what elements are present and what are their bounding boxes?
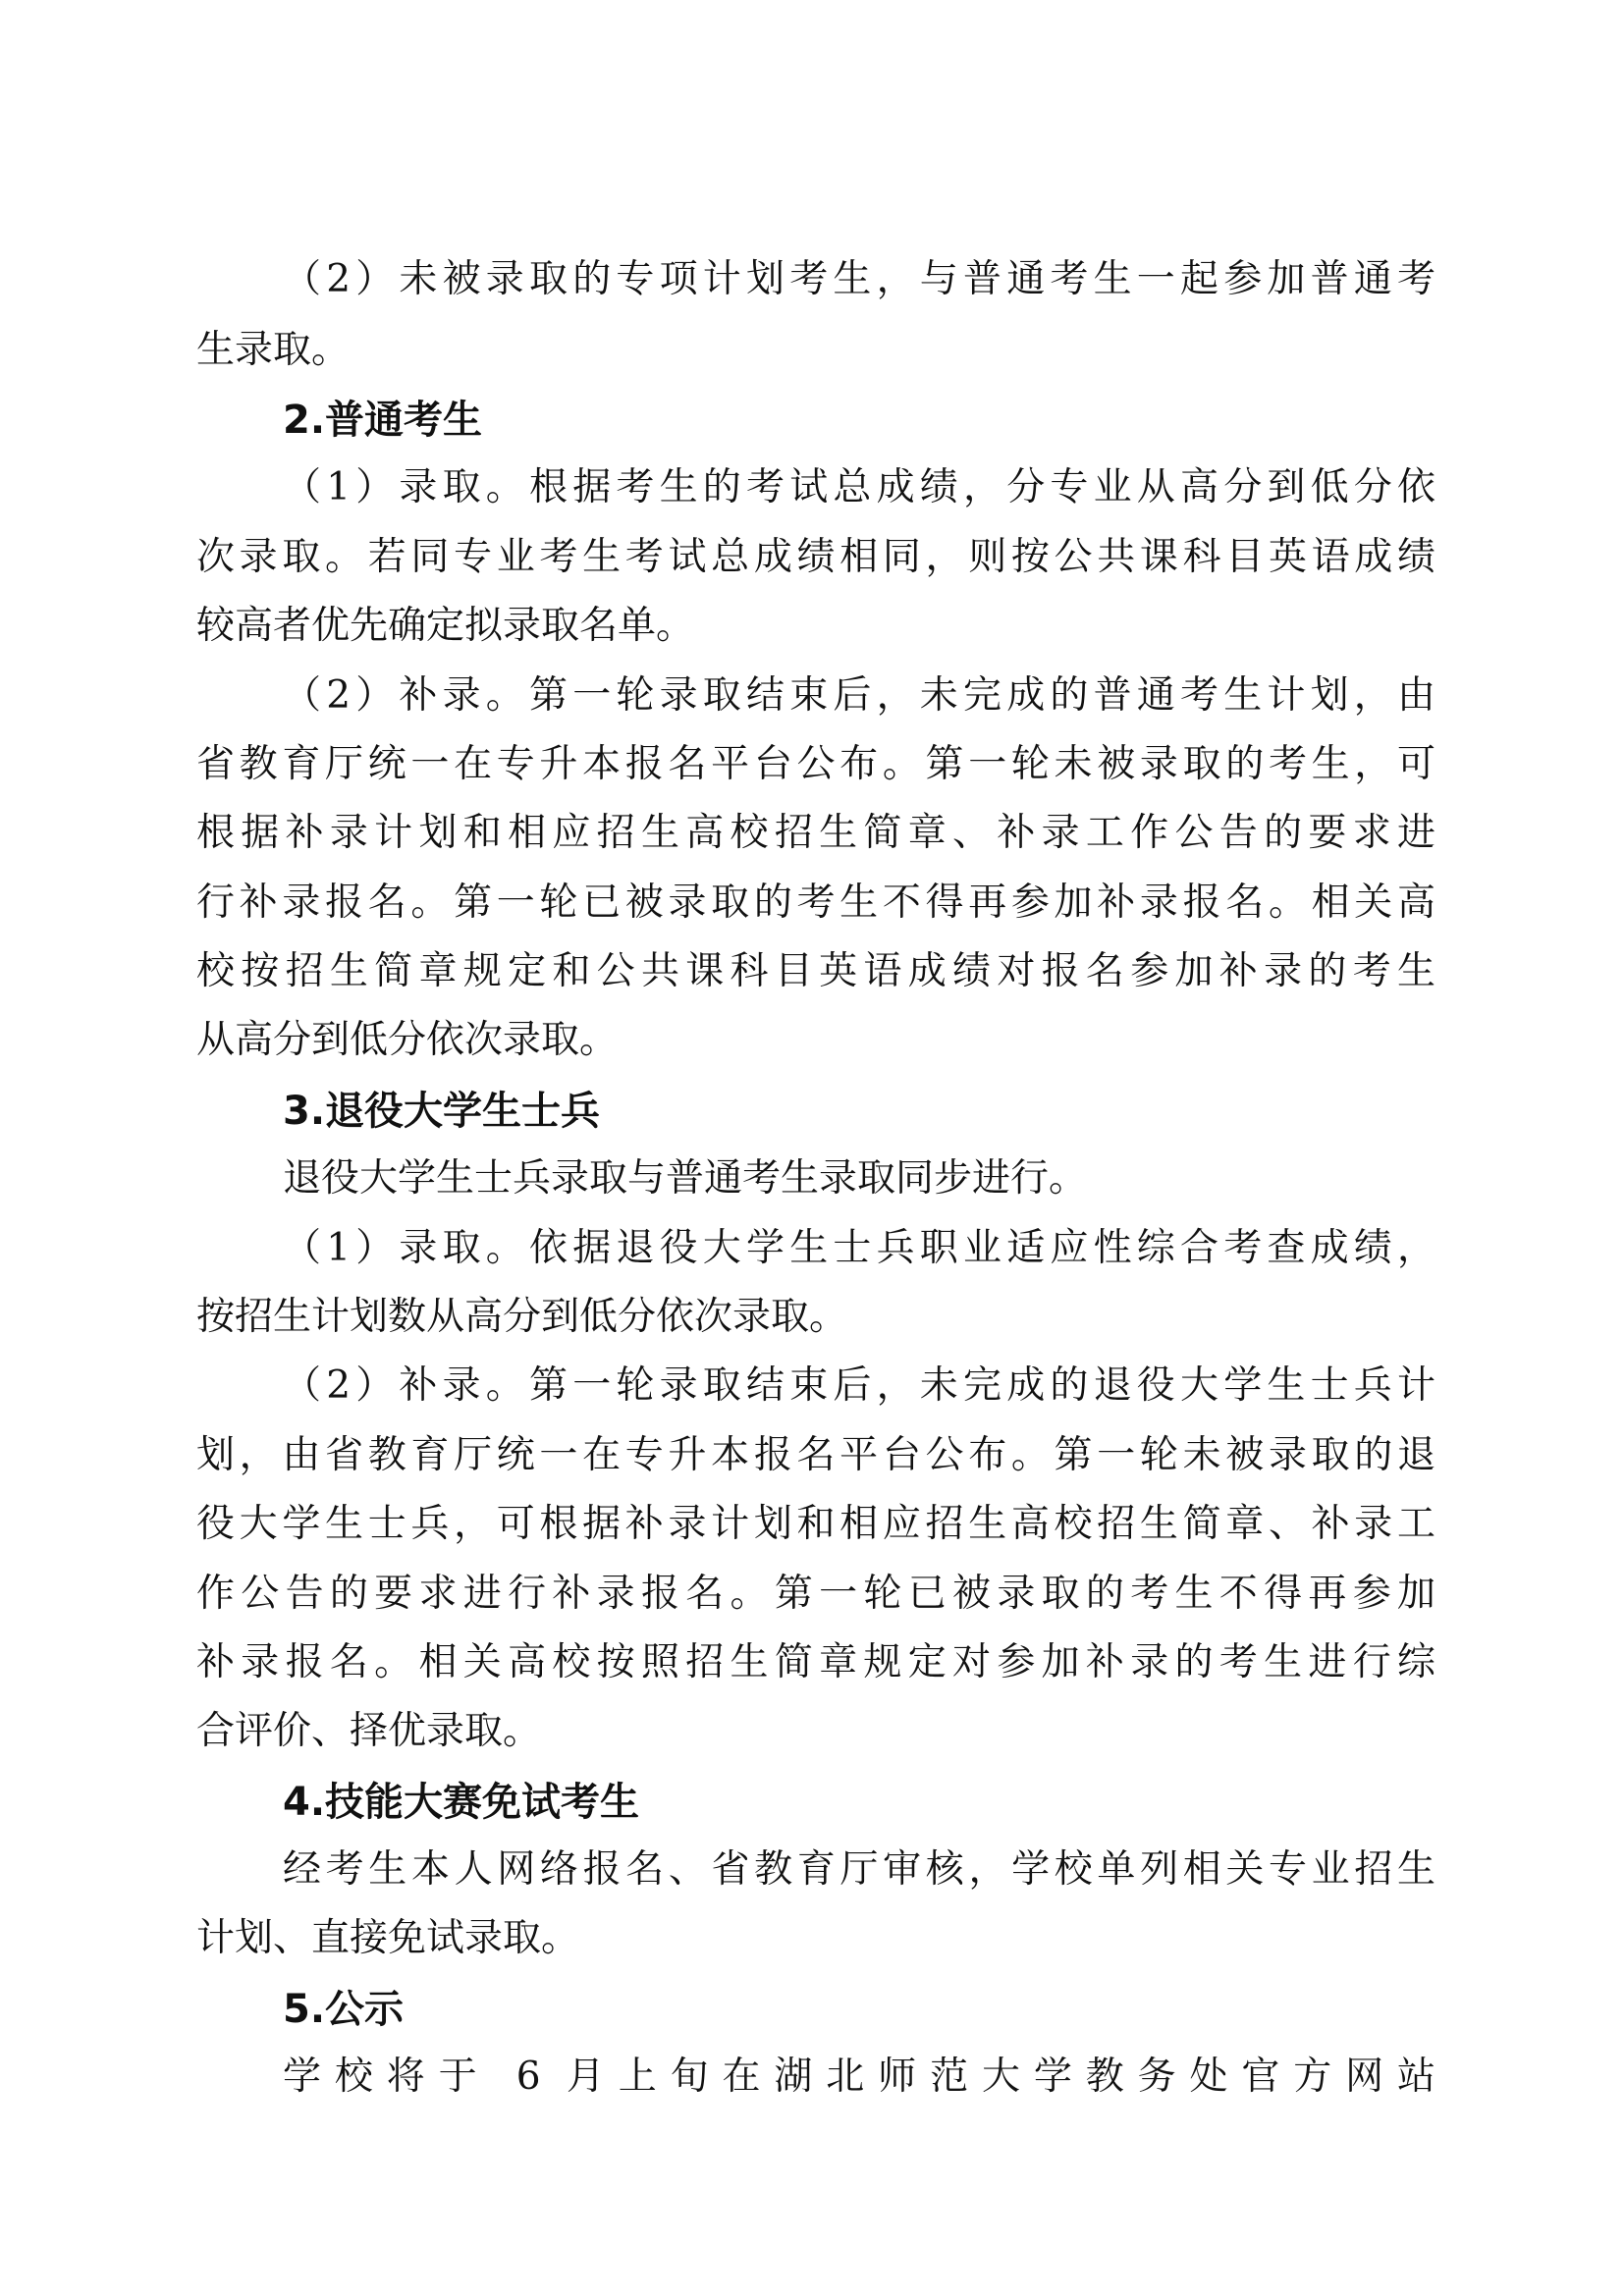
paragraph-line: 生录取。 — [196, 328, 351, 372]
paragraph-line: 补录报名。相关高校按照招生简章规定对参加补录的考生进行综 — [196, 1640, 1435, 1684]
paragraph-line: （2）未被录取的专项计划考生，与普通考生一起参加普通考 — [283, 257, 1435, 301]
paragraph-line: 役大学生士兵，可根据补录计划和相应招生高校招生简章、补录工 — [196, 1502, 1435, 1546]
paragraph-line: （2）补录。第一轮录取结束后，未完成的退役大学生士兵计 — [283, 1363, 1435, 1408]
paragraph-line: 较高者优先确定拟录取名单。 — [196, 604, 695, 648]
paragraph-line: （2）补录。第一轮录取结束后，未完成的普通考生计划，由 — [283, 673, 1435, 718]
paragraph-line: 校按招生简章规定和公共课科目英语成绩对报名参加补录的考生 — [196, 949, 1435, 993]
paragraph-line: 次录取。若同专业考生考试总成绩相同，则按公共课科目英语成绩 — [196, 535, 1435, 579]
paragraph-line: （1）录取。根据考生的考试总成绩，分专业从高分到低分依 — [283, 465, 1435, 509]
paragraph-line: 根据补录计划和相应招生高校招生简章、补录工作公告的要求进 — [196, 811, 1435, 855]
paragraph-line: 经考生本人网络报名、省教育厅审核，学校单列相关专业招生 — [283, 1847, 1435, 1892]
paragraph-line: 省教育厅统一在专升本报名平台公布。第一轮未被录取的考生，可 — [196, 742, 1435, 786]
paragraph-line: 划，由省教育厅统一在专升本报名平台公布。第一轮未被录取的退 — [196, 1433, 1435, 1477]
section-heading: 5.公示 — [283, 1987, 405, 2032]
paragraph-line: 作公告的要求进行补录报名。第一轮已被录取的考生不得再参加 — [196, 1572, 1435, 1616]
section-heading: 3.退役大学生士兵 — [283, 1089, 601, 1134]
paragraph-line: （1）录取。依据退役大学生士兵职业适应性综合考查成绩， — [283, 1226, 1435, 1270]
paragraph-line: 计划、直接免试录取。 — [196, 1916, 580, 1960]
paragraph-line: 从高分到低分依次录取。 — [196, 1018, 619, 1062]
paragraph-line: 按招生计划数从高分到低分依次录取。 — [196, 1295, 848, 1339]
paragraph-line: 行补录报名。第一轮已被录取的考生不得再参加补录报名。相关高 — [196, 881, 1435, 925]
paragraph-line: 学校将于 6 月上旬在湖北师范大学教务处官方网站 — [283, 2055, 1435, 2099]
paragraph-line: 退役大学生士兵录取与普通考生录取同步进行。 — [283, 1156, 1088, 1201]
section-heading: 2.普通考生 — [283, 398, 483, 443]
paragraph-line: 合评价、择优录取。 — [196, 1709, 542, 1753]
section-heading: 4.技能大赛免试考生 — [283, 1780, 640, 1825]
